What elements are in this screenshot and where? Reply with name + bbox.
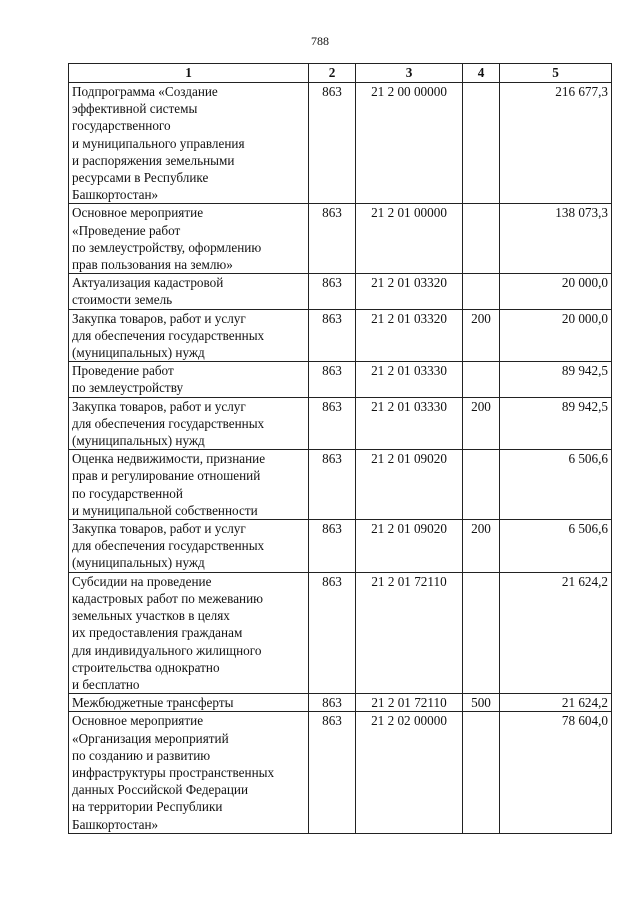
vr-cell: 200 [463,309,500,362]
table-row [69,397,612,450]
header-row [69,64,612,83]
csr-cell: 21 2 01 03330 [356,397,463,450]
vedom-cell: 863 [309,204,356,274]
name-cell: Межбюджетные трансферты [69,694,309,712]
table-body [69,83,612,834]
csr-cell: 21 2 01 03320 [356,274,463,309]
csr-cell: 21 2 01 03330 [356,362,463,397]
header-col-5: 5 [500,64,612,83]
table-header [69,64,612,83]
csr-cell: 21 2 01 00000 [356,204,463,274]
vr-cell: 200 [463,520,500,573]
vedom-cell: 863 [309,572,356,693]
table-row [69,572,612,693]
vedom-cell: 863 [309,450,356,520]
sum-cell: 20 000,0 [500,274,612,309]
vedom-cell: 863 [309,274,356,309]
vedom-cell: 863 [309,712,356,833]
sum-cell: 21 624,2 [500,572,612,693]
sum-cell: 78 604,0 [500,712,612,833]
name-cell: Закупка товаров, работ и услуг для обеспечения государственных (муниципальных) нужд [69,309,309,362]
table-row [69,450,612,520]
table-row [69,694,612,712]
name-cell: Основное мероприятие «Организация мероприятий по созданию и развитию инфраструктуры пространственных данных Российской Федерации на территории Республики Башкортостан» [69,712,309,833]
name-cell: Субсидии на проведение кадастровых работ по межеванию земельных участков в целях их предоставления гражданам для индивидуального жилищного строительства однократно и бесплатно [69,572,309,693]
vr-cell [463,572,500,693]
vedom-cell: 863 [309,694,356,712]
sum-cell: 6 506,6 [500,520,612,573]
header-col-4: 4 [463,64,500,83]
name-cell: Закупка товаров, работ и услуг для обеспечения государственных (муниципальных) нужд [69,397,309,450]
vedom-cell: 863 [309,397,356,450]
sum-cell: 20 000,0 [500,309,612,362]
sum-cell: 21 624,2 [500,694,612,712]
sum-cell: 216 677,3 [500,83,612,204]
name-cell: Оценка недвижимости, признание прав и регулирование отношений по государственной и муниципальной собственности [69,450,309,520]
header-col-1: 1 [69,64,309,83]
vedom-cell: 863 [309,520,356,573]
sum-cell: 89 942,5 [500,362,612,397]
vr-cell [463,712,500,833]
sum-cell: 89 942,5 [500,397,612,450]
table-row [69,309,612,362]
name-cell: Актуализация кадастровой стоимости земель [69,274,309,309]
page-number: 788 [311,34,329,48]
vedom-cell: 863 [309,83,356,204]
name-cell: Подпрограмма «Создание эффективной системы государственного и муниципального управления и распоряжения земельными ресурсами в Республике Башкортостан» [69,83,309,204]
vr-cell [463,362,500,397]
table-row [69,274,612,309]
name-cell: Проведение работ по землеустройству [69,362,309,397]
table-row [69,204,612,274]
csr-cell: 21 2 01 72110 [356,694,463,712]
vr-cell [463,83,500,204]
vr-cell: 500 [463,694,500,712]
vedom-cell: 863 [309,309,356,362]
vr-cell [463,274,500,309]
name-cell: Основное мероприятие «Проведение работ по землеустройству, оформлению прав пользования на землю» [69,204,309,274]
budget-table [68,63,612,834]
table-row [69,520,612,573]
table-row [69,83,612,204]
name-cell: Закупка товаров, работ и услуг для обеспечения государственных (муниципальных) нужд [69,520,309,573]
csr-cell: 21 2 00 00000 [356,83,463,204]
table-row [69,362,612,397]
table-row [69,712,612,833]
header-col-3: 3 [356,64,463,83]
sum-cell: 138 073,3 [500,204,612,274]
csr-cell: 21 2 01 09020 [356,520,463,573]
header-col-2: 2 [309,64,356,83]
csr-cell: 21 2 02 00000 [356,712,463,833]
vr-cell [463,450,500,520]
vr-cell [463,204,500,274]
sum-cell: 6 506,6 [500,450,612,520]
csr-cell: 21 2 01 09020 [356,450,463,520]
csr-cell: 21 2 01 03320 [356,309,463,362]
vr-cell: 200 [463,397,500,450]
csr-cell: 21 2 01 72110 [356,572,463,693]
vedom-cell: 863 [309,362,356,397]
